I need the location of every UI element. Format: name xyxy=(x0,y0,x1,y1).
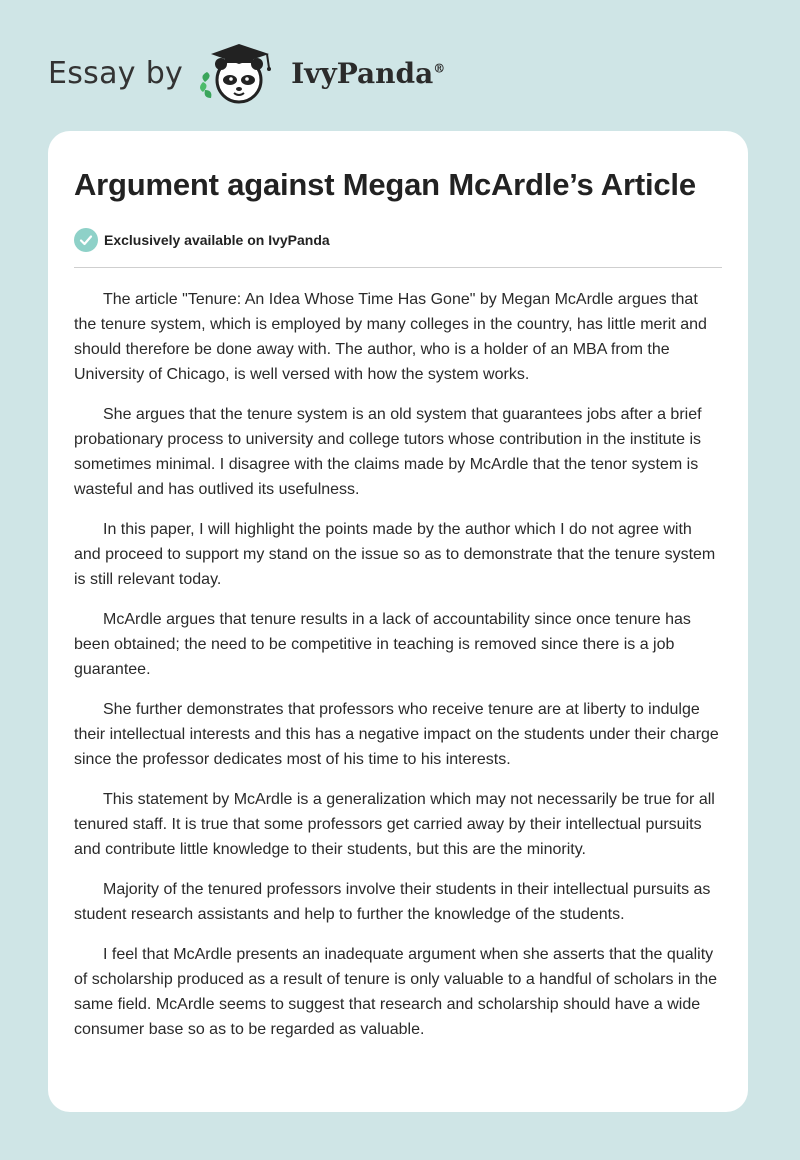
paragraph: I feel that McArdle presents an inadequate argument when she asserts that the quality of scholarship produced as a result of tenure is only valuable to a handful of scholars in the same field. McArdle seems to suggest that research and scholarship should have a wide consumer base so as to be regarded as valuable. xyxy=(74,946,718,1038)
exclusive-badge-text: Exclusively available on IvyPanda xyxy=(104,232,330,248)
paragraph: In this paper, I will highlight the points made by the author which I do not agree with and proceed to support my stand on the issue so as to demonstrate that the tenure system is still relevant today. xyxy=(74,521,716,588)
paragraph: She argues that the tenure system is an old system that guarantees jobs after a brief probationary process to university and college tutors whose contribution in the institute is sometimes minimal. I disagree with the claims made by McArdle that the tenor system is wasteful and has outlived its usefulness. xyxy=(74,406,702,498)
panda-graduate-logo-icon[interactable] xyxy=(197,38,287,108)
brand-name[interactable] xyxy=(291,57,445,90)
essay-by-label: Essay by xyxy=(48,55,184,91)
brand-name-text: IvyPanda xyxy=(291,56,434,90)
paragraph: The article "Tenure: An Idea Whose Time Has Gone" by Megan McArdle argues that the tenure system, which is employed by many colleges in the country, has little merit and should therefore be done away with. The author, who is a holder of an MBA from the University of Chicago, is well versed with how the system works. xyxy=(74,291,707,383)
paragraph: She further demonstrates that professors who receive tenure are at liberty to indulge their intellectual interests and this has a negative impact on the students under their charge since the professor dedicates most of his time to his interests. xyxy=(74,701,719,768)
paragraph: Majority of the tenured professors involve their students in their intellectual pursuits as student research assistants and help to further the knowledge of the students. xyxy=(74,881,711,923)
check-circle-icon xyxy=(74,228,98,252)
exclusive-badge xyxy=(74,226,722,254)
registered-mark: ® xyxy=(433,61,446,76)
paragraph: McArdle argues that tenure results in a lack of accountability since once tenure has been obtained; the need to be competitive in teaching is removed since there is a job guarantee. xyxy=(74,611,691,678)
site-header xyxy=(48,38,445,108)
divider xyxy=(74,267,722,268)
article-body xyxy=(74,287,722,1042)
article-title: Argument against Megan McArdle’s Article xyxy=(74,167,696,202)
paragraph: This statement by McArdle is a generalization which may not necessarily be true for all tenured staff. It is true that some professors get carried away by their intellectual pursuits and contribute little knowledge to their students, but this are the minority. xyxy=(74,791,715,858)
article-card xyxy=(48,131,748,1112)
